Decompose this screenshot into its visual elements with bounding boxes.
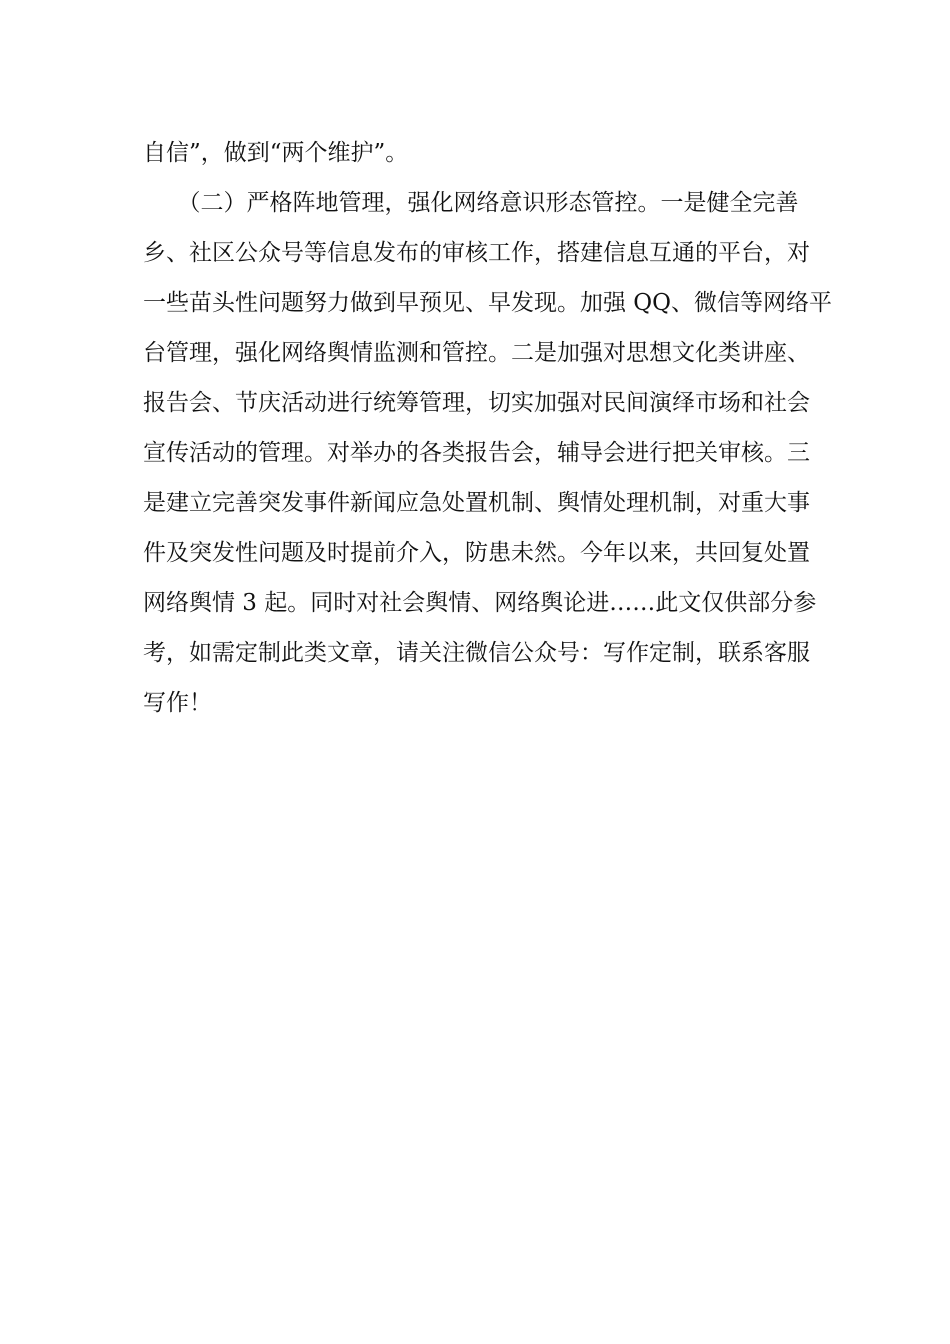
text-line: 网络舆情 3 起。同时对社会舆情、网络舆论进……此文仅供部分参 bbox=[143, 590, 817, 616]
text-line: 台管理，强化网络舆情监测和管控。二是加强对思想文化类讲座、 bbox=[143, 340, 810, 366]
text-line: 件及突发性问题及时提前介入，防患未然。今年以来，共回复处置 bbox=[143, 540, 810, 566]
text-line: 写作！ bbox=[143, 690, 212, 716]
text-line: （二）严格阵地管理，强化网络意识形态管控。一是健全完善 bbox=[143, 190, 799, 216]
text-line: 是建立完善突发事件新闻应急处置机制、舆情处理机制，对重大事 bbox=[143, 490, 810, 516]
text-line: 自信”，做到“两个维护”。 bbox=[143, 140, 409, 166]
text-line: 宣传活动的管理。对举办的各类报告会，辅导会进行把关审核。三 bbox=[143, 440, 810, 466]
text-line: 报告会、节庆活动进行统筹管理，切实加强对民间演绎市场和社会 bbox=[143, 390, 810, 416]
text-line: 一些苗头性问题努力做到早预见、早发现。加强 QQ、微信等网络平 bbox=[143, 290, 833, 316]
text-line: 考，如需定制此类文章，请关注微信公众号：写作定制，联系客服 bbox=[143, 640, 810, 666]
body-text bbox=[143, 128, 833, 728]
text-line: 乡、社区公众号等信息发布的审核工作，搭建信息互通的平台，对 bbox=[143, 240, 810, 266]
